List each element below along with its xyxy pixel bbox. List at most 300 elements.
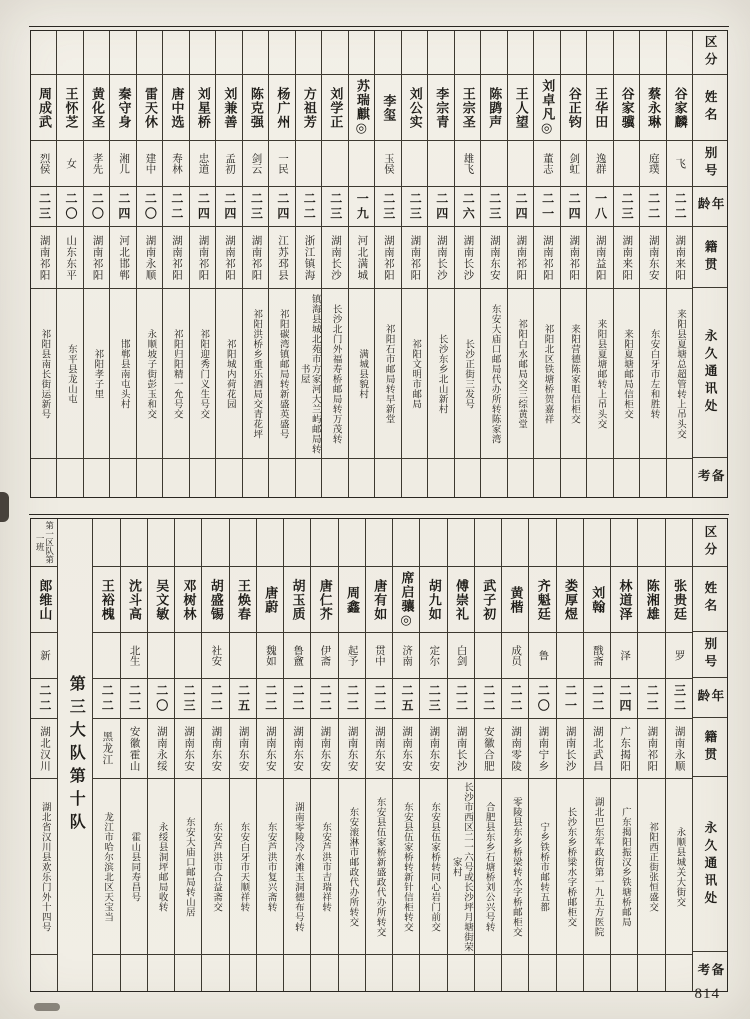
person-age-cell: [587, 187, 612, 227]
person-column: [428, 31, 454, 497]
person-name-cell: [587, 75, 612, 141]
section-divider-cell: [58, 519, 92, 991]
person-qufen-cell: [561, 31, 586, 75]
person-name-cell-text: 雷天休: [142, 86, 158, 129]
person-alias-cell-text: 北生: [128, 645, 140, 666]
person-native-cell-text: 湖南东安: [264, 725, 276, 772]
person-column: [190, 31, 216, 497]
person-column: [393, 519, 420, 991]
person-note-cell: [448, 955, 474, 991]
person-address-cell: [284, 779, 310, 955]
person-address-cell-text: 东安大庙口邮局转山居: [183, 816, 194, 917]
person-alias-cell: [638, 633, 664, 679]
section-divider-label: 第三大队第十队: [67, 674, 85, 836]
person-address-cell-text: 东安滚淋市邮政代办所转交: [347, 806, 358, 927]
row-header-note-text: 备考: [695, 962, 724, 981]
person-address-cell: [614, 289, 639, 459]
person-alias-cell: [31, 141, 56, 187]
row-header-address-text: 永久通讯处: [702, 820, 717, 909]
person-native-cell-text: 黑龙江: [101, 731, 113, 766]
person-qufen-cell: [666, 519, 692, 567]
person-native-cell-text: 湖南永顺: [673, 725, 685, 772]
person-qufen-cell: [420, 519, 446, 567]
person-qufen-cell: [175, 519, 201, 567]
person-age-cell: [366, 679, 392, 719]
person-age-cell: [137, 187, 162, 227]
person-address-cell: [393, 779, 419, 955]
person-qufen-cell: [402, 31, 427, 75]
person-address-cell: [311, 779, 337, 955]
person-age-cell-text: 二三: [381, 191, 396, 222]
person-qufen-cell: [529, 519, 555, 567]
person-qufen-cell: [638, 519, 664, 567]
person-native-cell: [508, 227, 533, 289]
person-alias-cell-text: 白剑: [455, 645, 467, 666]
person-address-cell-text: 霍山县同寿昌号: [129, 831, 140, 902]
person-name-cell: [163, 75, 188, 141]
person-alias-cell: [508, 141, 533, 187]
person-name-cell: [529, 567, 555, 633]
person-name-cell-text: 谷正钧: [566, 86, 582, 129]
person-native-cell: [667, 227, 692, 289]
person-name-cell: [137, 75, 162, 141]
person-age-cell: [284, 679, 310, 719]
person-address-cell-text: 祁阳迎秀门义生号交: [198, 328, 209, 419]
person-name-cell-text: 王人望: [513, 86, 529, 129]
person-name-cell-text: 胡玉质: [290, 578, 306, 621]
person-qufen-cell: [339, 519, 365, 567]
person-name-cell-text: 胡九如: [426, 578, 442, 621]
person-age-cell: [561, 187, 586, 227]
row-header-age-text: 年龄: [696, 197, 725, 215]
person-alias-cell: [640, 141, 665, 187]
person-name-cell: [448, 567, 474, 633]
person-address-cell: [31, 779, 57, 955]
person-alias-cell: [163, 141, 188, 187]
person-note-cell: [640, 459, 665, 497]
person-qufen-cell: [667, 31, 692, 75]
person-age-cell: [448, 679, 474, 719]
person-qufen-cell: [216, 31, 241, 75]
person-address-cell-text: 祁阳西正街张恒盛交: [647, 821, 658, 912]
person-alias-cell: [31, 633, 57, 679]
page-number: 814: [694, 986, 720, 1002]
person-alias-cell-text: 魏如: [264, 645, 276, 666]
person-alias-cell: [148, 633, 174, 679]
person-alias-cell: [57, 141, 82, 187]
person-native-cell: [31, 719, 57, 779]
person-name-cell: [322, 75, 347, 141]
person-address-cell-text: 东平县龙山屯: [65, 343, 76, 404]
person-name-cell: [475, 567, 501, 633]
person-native-cell-text: 湖南祁阳: [171, 234, 183, 281]
person-age-cell: [584, 679, 610, 719]
person-native-cell-text: 湖南祁阳: [515, 234, 527, 281]
person-address-cell-text: 来阳县夏塘总超管转上吊头交: [674, 308, 685, 439]
person-native-cell-text: 湖南东安: [183, 725, 195, 772]
person-column: [269, 31, 295, 497]
person-native-cell-text: 湖南祁阳: [568, 234, 580, 281]
person-alias-cell: [243, 141, 268, 187]
person-alias-cell: [584, 633, 610, 679]
person-alias-cell: [230, 633, 256, 679]
person-name-cell-text: 刘翰: [590, 585, 606, 614]
person-age-cell: [375, 187, 400, 227]
person-qufen-cell: [366, 519, 392, 567]
person-name-cell: [638, 567, 664, 633]
person-column: [84, 31, 110, 497]
person-address-cell: [243, 289, 268, 459]
person-address-cell-text: 长沙市西区二一六号或长沙坪月塘街荣家村: [450, 781, 472, 952]
person-address-cell: [534, 289, 559, 459]
row-header-native-text: 籍贯: [703, 239, 718, 275]
person-name-cell-text: 王宗圣: [460, 86, 476, 129]
person-address-cell: [475, 779, 501, 955]
person-note-cell: [481, 459, 506, 497]
person-age-cell-text: 二四: [222, 191, 237, 222]
person-alias-cell-text: 董志: [541, 153, 553, 174]
person-native-cell-text: 湖南益阳: [594, 234, 606, 281]
person-note-cell: [557, 955, 583, 991]
row-header-column: [693, 519, 727, 991]
person-qufen-cell: [296, 31, 321, 75]
person-address-cell-text: 来阳营德陈家咀信柜交: [569, 323, 580, 424]
person-age-cell-text: 二三: [249, 191, 264, 222]
person-native-cell-text: 广东揭阳: [619, 725, 631, 772]
person-native-cell: [502, 719, 528, 779]
person-address-cell: [202, 779, 228, 955]
person-column: [666, 519, 693, 991]
person-native-cell: [93, 719, 119, 779]
person-column: [31, 31, 57, 497]
person-note-cell: [393, 955, 419, 991]
person-column: [375, 31, 401, 497]
person-alias-cell: [284, 633, 310, 679]
person-column: [230, 519, 257, 991]
person-alias-cell: [339, 633, 365, 679]
person-column: [587, 31, 613, 497]
person-column: [349, 31, 375, 497]
person-qufen-cell: [311, 519, 337, 567]
person-native-cell-text: 安徽合肥: [482, 725, 494, 772]
person-alias-cell: [296, 141, 321, 187]
person-age-cell-text: 二五: [399, 683, 414, 714]
person-address-cell-text: 东安芦洪市复兴斋转: [265, 821, 276, 912]
person-address-cell-text: 永顺县城关大街交: [674, 826, 685, 907]
person-alias-cell: [349, 141, 374, 187]
person-alias-cell: [202, 633, 228, 679]
person-alias-cell: [84, 141, 109, 187]
person-qufen-cell: [190, 31, 215, 75]
person-native-cell-text: 湖南来阳: [674, 234, 686, 281]
person-alias-cell-text: 剑虹: [568, 153, 580, 174]
person-native-cell: [137, 227, 162, 289]
person-name-cell-text: 刘卓凡◎: [540, 78, 556, 137]
person-name-cell-text: 林道泽: [617, 578, 633, 621]
person-alias-cell-text: 忠道: [197, 153, 209, 174]
person-age-cell: [339, 679, 365, 719]
person-age-cell-text: 二二: [481, 683, 496, 714]
person-note-cell: [84, 459, 109, 497]
person-name-cell: [455, 75, 480, 141]
person-column: [110, 31, 136, 497]
person-alias-cell-text: 戬斋: [591, 645, 603, 666]
person-address-cell: [640, 289, 665, 459]
person-address-cell-text: 零陵县东乡桥梁转水字桥邮柜交: [510, 796, 521, 937]
person-alias-cell: [322, 141, 347, 187]
person-address-cell: [84, 289, 109, 459]
person-name-cell: [190, 75, 215, 141]
row-header-age: [693, 678, 727, 718]
person-name-cell-text: 席启骧◎: [399, 570, 415, 629]
person-address-cell: [448, 779, 474, 955]
row-header-native: [693, 718, 727, 778]
person-address-cell: [455, 289, 480, 459]
person-note-cell: [402, 459, 427, 497]
person-address-cell-text: 宁乡铁桥市邮转五都: [538, 821, 549, 912]
person-qufen-cell: [284, 519, 310, 567]
person-name-cell-text: 陈克强: [248, 86, 264, 129]
person-address-cell-text: 来阳县夏塘邮转上吊头交: [595, 318, 606, 429]
person-note-cell: [502, 955, 528, 991]
person-address-cell: [339, 779, 365, 955]
person-age-cell-text: 二〇: [143, 191, 158, 222]
person-age-cell: [243, 187, 268, 227]
person-alias-cell-text: 女: [65, 158, 77, 169]
person-age-cell-text: 二三: [427, 683, 442, 714]
person-native-cell: [296, 227, 321, 289]
person-age-cell-text: 二一: [540, 191, 555, 222]
person-native-cell: [529, 719, 555, 779]
person-name-cell-text: 傅崇礼: [454, 578, 470, 621]
person-alias-cell-text: 剑云: [250, 153, 262, 174]
person-name-cell: [202, 567, 228, 633]
person-native-cell: [216, 227, 241, 289]
person-name-cell: [667, 75, 692, 141]
person-name-cell-text: 陈湘雄: [644, 578, 660, 621]
person-alias-cell: [190, 141, 215, 187]
person-note-cell: [31, 955, 57, 991]
person-native-cell: [190, 227, 215, 289]
person-name-cell: [666, 567, 692, 633]
row-header-qufen-text: 区分: [702, 524, 717, 560]
person-column: [121, 519, 148, 991]
row-header-note-text: 备考: [696, 468, 725, 487]
person-age-cell: [296, 187, 321, 227]
person-name-cell-text: 李玺: [381, 93, 397, 122]
person-note-cell: [349, 459, 374, 497]
person-age-cell: [638, 679, 664, 719]
person-qufen-cell: [322, 31, 347, 75]
person-qufen-cell: [31, 519, 57, 567]
person-alias-cell: [110, 141, 135, 187]
person-age-cell-text: 二三: [37, 191, 52, 222]
person-qufen-cell: [269, 31, 294, 75]
person-column: [584, 519, 611, 991]
person-native-cell-text: 安徽霍山: [128, 725, 140, 772]
person-name-cell-text: 刘学正: [328, 86, 344, 129]
person-name-cell: [614, 75, 639, 141]
person-alias-cell: [587, 141, 612, 187]
person-name-cell-text: 王怀芝: [63, 86, 79, 129]
person-qufen-cell: [243, 31, 268, 75]
person-address-cell-text: 湖北巴东军政街第一九五方医院: [592, 796, 603, 937]
person-address-cell: [137, 289, 162, 459]
person-native-cell: [84, 227, 109, 289]
person-note-cell: [230, 955, 256, 991]
person-alias-cell-text: 湘儿: [118, 153, 130, 174]
person-alias-cell: [216, 141, 241, 187]
person-name-cell-text: 刘兼善: [222, 86, 238, 129]
person-age-cell-text: 二二: [127, 683, 142, 714]
person-alias-cell-text: 济南: [401, 645, 413, 666]
person-qufen-cell: [557, 519, 583, 567]
person-alias-cell-text: 起予: [346, 645, 358, 666]
person-address-cell-text: 湖北省汉川县欢乐门外十四号: [39, 801, 50, 932]
person-column: [561, 31, 587, 497]
person-note-cell: [611, 955, 637, 991]
person-name-cell: [557, 567, 583, 633]
person-column: [296, 31, 322, 497]
person-qufen-cell: [393, 519, 419, 567]
person-native-cell: [121, 719, 147, 779]
person-native-cell-text: 河北满城: [356, 234, 368, 281]
person-name-cell-text: 谷家骥: [619, 86, 635, 129]
person-age-cell: [428, 187, 453, 227]
person-address-cell: [561, 289, 586, 459]
person-alias-cell: [257, 633, 283, 679]
person-alias-cell-text: 寿林: [171, 153, 183, 174]
person-note-cell: [57, 459, 82, 497]
person-age-cell: [190, 187, 215, 227]
person-address-cell-text: 长沙正街三发号: [463, 338, 474, 409]
person-age-cell-text: 二五: [236, 683, 251, 714]
person-alias-cell: [366, 633, 392, 679]
person-age-cell-text: 二四: [617, 683, 632, 714]
person-native-cell-text: 湖南东安: [210, 725, 222, 772]
person-name-cell: [402, 75, 427, 141]
person-address-cell: [257, 779, 283, 955]
person-native-cell-text: 湖南长沙: [455, 725, 467, 772]
person-note-cell: [339, 955, 365, 991]
person-address-cell: [420, 779, 446, 955]
person-age-cell-text: 一八: [593, 191, 608, 222]
person-address-cell-text: 来阳夏塘邮局信柜交: [622, 328, 632, 419]
person-note-cell: [420, 955, 446, 991]
person-column: [475, 519, 502, 991]
person-alias-cell: [502, 633, 528, 679]
person-alias-cell: [428, 141, 453, 187]
person-name-cell-text: 吴文敏: [154, 578, 170, 621]
person-age-cell: [311, 679, 337, 719]
person-name-cell-text: 苏瑞麒◎: [354, 78, 370, 137]
person-age-cell: [230, 679, 256, 719]
person-name-cell: [584, 567, 610, 633]
person-name-cell-text: 周鑫: [345, 585, 361, 614]
person-alias-cell: [614, 141, 639, 187]
person-native-cell: [448, 719, 474, 779]
person-age-cell-text: 二二: [345, 683, 360, 714]
person-alias-cell-text: 玉侯: [382, 153, 394, 174]
person-qufen-cell: [349, 31, 374, 75]
person-name-cell-text: 武子初: [481, 578, 497, 621]
person-name-cell: [31, 75, 56, 141]
person-column: [638, 519, 665, 991]
person-qufen-cell: [428, 31, 453, 75]
person-native-cell-text: 湖南永顺: [144, 234, 156, 281]
person-name-cell-text: 王华田: [593, 86, 609, 129]
person-age-cell-text: 二二: [37, 683, 52, 714]
person-name-cell-text: 刘公实: [407, 86, 423, 129]
person-age-cell: [557, 679, 583, 719]
person-note-cell: [296, 459, 321, 497]
person-name-cell-text: 周成武: [37, 86, 53, 129]
person-native-cell: [311, 719, 337, 779]
person-native-cell-text: 湖南东安: [346, 725, 358, 772]
person-qufen-cell: [481, 31, 506, 75]
row-header-name-text: 姓名: [702, 581, 717, 617]
person-qufen-cell: [202, 519, 228, 567]
person-age-cell-text: 二二: [372, 683, 387, 714]
person-alias-cell: [121, 633, 147, 679]
person-qufen-cell-text: 第一区队第一班: [35, 521, 55, 564]
person-address-cell: [296, 289, 321, 459]
person-native-cell: [587, 227, 612, 289]
person-address-cell-text: 祁阳白水邮局交三综黄堂: [516, 318, 527, 429]
person-name-cell: [481, 75, 506, 141]
person-alias-cell-text: 飞: [674, 158, 686, 169]
person-address-cell-text: 祁阳县南长街运新号: [39, 328, 50, 419]
person-name-cell: [216, 75, 241, 141]
person-native-cell-text: 湖南祁阳: [38, 234, 50, 281]
person-age-cell: [57, 187, 82, 227]
person-age-cell-text: 二四: [567, 191, 582, 222]
row-header-age-text: 年龄: [695, 688, 724, 707]
person-name-cell-text: 王焕春: [236, 578, 252, 621]
table-top-cols: [31, 31, 727, 497]
person-address-cell: [322, 289, 347, 459]
person-address-cell-text: 东安白牙市天顺祥转: [238, 821, 249, 912]
person-alias-cell-text: 鲁: [537, 650, 549, 661]
person-alias-cell: [311, 633, 337, 679]
person-column: [611, 519, 638, 991]
person-age-cell: [257, 679, 283, 719]
person-age-cell: [110, 187, 135, 227]
person-name-cell-text: 胡盛锡: [208, 578, 224, 621]
person-name-cell-text: 谷家麟: [672, 86, 688, 129]
person-native-cell: [243, 227, 268, 289]
person-qufen-cell: [584, 519, 610, 567]
person-address-cell-text: 东安芦洪市合益斋交: [211, 821, 222, 912]
person-address-cell-text: 龙江市哈尔滨北区天宝当: [102, 811, 113, 922]
person-age-cell: [216, 187, 241, 227]
person-native-cell-text: 湖南祁阳: [646, 725, 658, 772]
person-note-cell: [638, 955, 664, 991]
person-alias-cell: [667, 141, 692, 187]
person-age-cell: [349, 187, 374, 227]
person-note-cell: [121, 955, 147, 991]
person-name-cell: [269, 75, 294, 141]
person-name-cell: [57, 75, 82, 141]
person-column: [455, 31, 481, 497]
person-note-cell: [455, 459, 480, 497]
person-address-cell-text: 祁阳归阳精一允号交: [171, 328, 182, 419]
person-note-cell: [508, 459, 533, 497]
person-column: [667, 31, 693, 497]
person-alias-cell: [561, 141, 586, 187]
person-address-cell-text: 东安白牙市左和胜转: [648, 328, 659, 419]
row-header-native: [693, 227, 727, 289]
